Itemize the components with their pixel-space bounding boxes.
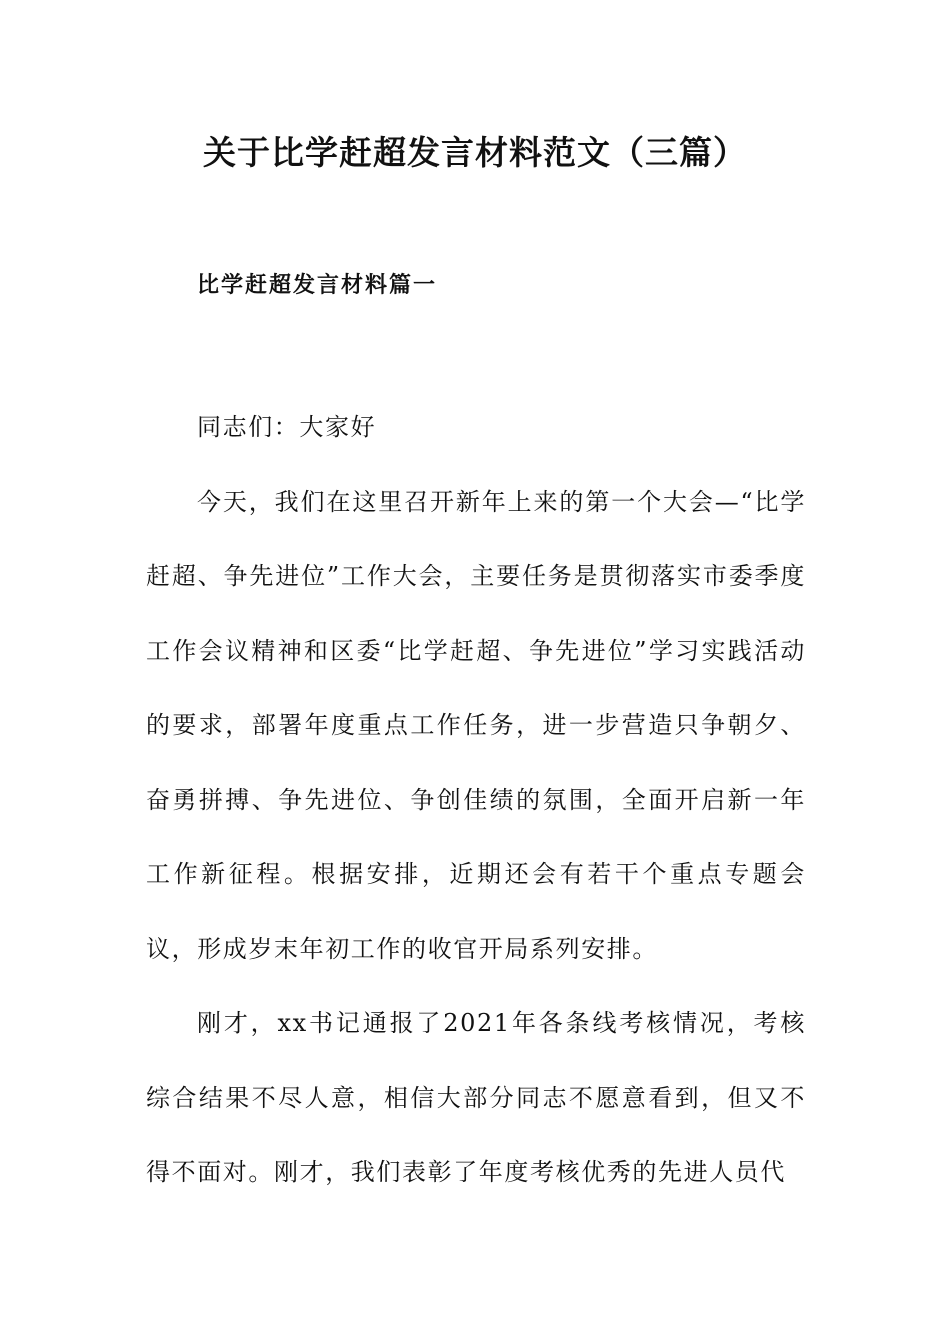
document-title: 关于比学赶超发言材料范文（三篇） xyxy=(203,133,747,172)
paragraph-greeting: 同志们：大家好 xyxy=(197,413,377,441)
document-body xyxy=(146,390,806,1210)
section-heading: 比学赶超发言材料篇一 xyxy=(197,273,438,298)
paragraph-1: 今天，我们在这里召开新年上来的第一个大会—“比学赶超、争先进位”工作大会，主要任务是贯彻落实市委季度工作会议精神和区委“比学赶超、争先进位”学习实践活动的要求，部署年度重点工作任务，进一步营造只争朝夕、奋勇拼搏、争先进位、争创佳绩的氛围，全面开启新一年工作新征程。根据安排，近期还会有若干个重点专题会议，形成岁末年初工作的收官开局系列安排。 xyxy=(146,487,806,963)
paragraph-2: 刚才，xx书记通报了2021年各条线考核情况，考核综合结果不尽人意，相信大部分同志不愿意看到，但又不得不面对。刚才，我们表彰了年度考核优秀的先进人员代 xyxy=(146,1009,806,1186)
